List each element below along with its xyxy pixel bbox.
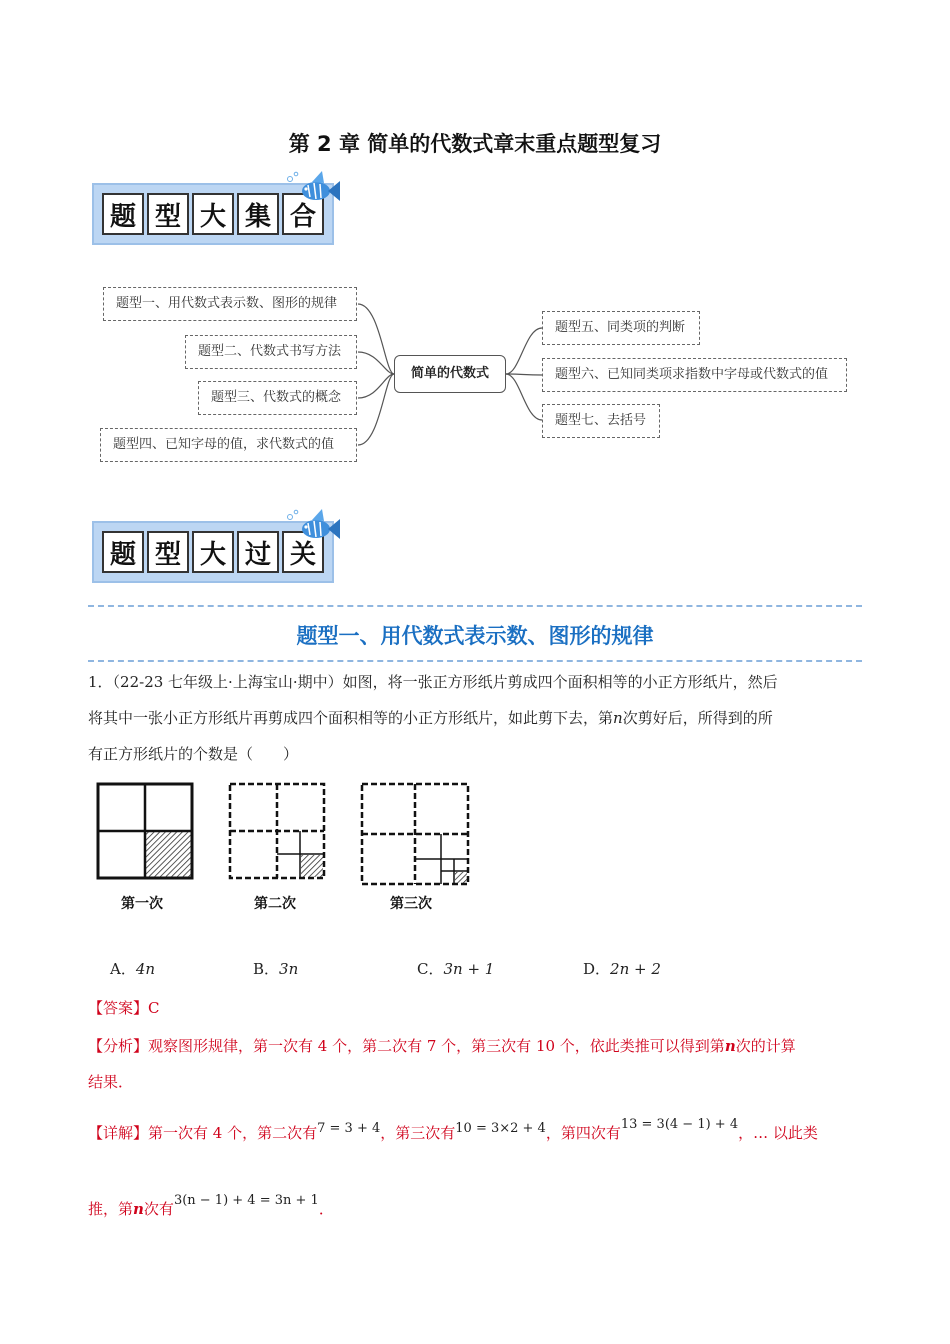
option-label: A． <box>110 960 136 978</box>
answer-value: C <box>148 999 160 1017</box>
detail-line-2 <box>88 1186 864 1224</box>
detail-text: 次有 <box>143 1200 174 1218</box>
question-text: 将其中一张小正方形纸片再剪成四个面积相等的小正方形纸片，如此剪下去，第 <box>88 709 614 727</box>
mind-map-node: 题型四、已知字母的值，求代数式的值 <box>100 428 357 462</box>
math-expression: 10 = 3×2 + 4 <box>455 1121 546 1136</box>
answer-line <box>88 996 864 1020</box>
analysis-text: 观察图形规律，第一次有 4 个，第二次有 7 个，第三次有 10 个，依此类推可以得到第 <box>148 1037 725 1055</box>
mind-map-node: 题型一、用代数式表示数、图形的规律 <box>103 287 357 321</box>
question-text: 如图，将一张正方形纸片剪成四个面积相等的小正方形纸片，然后 <box>342 673 778 691</box>
detail-text: ． <box>318 1200 334 1218</box>
question-number: 1． <box>88 673 113 691</box>
mind-map-center: 简单的代数式 <box>394 355 506 393</box>
banner-char: 题 <box>102 193 144 235</box>
section-title: 题型一、用代数式表示数、图形的规律 <box>296 624 654 648</box>
analysis-text: 结果． <box>88 1073 134 1091</box>
fish-icon <box>282 169 342 209</box>
mind-map <box>0 270 950 480</box>
figure-second-cut <box>228 782 326 880</box>
mind-map-node: 题型五、同类项的判断 <box>542 311 700 345</box>
option-expr: 4n <box>135 960 156 978</box>
detail-text: ，… 以此类 <box>738 1124 818 1142</box>
detail-text: 第一次有 4 个，第二次有 <box>148 1124 318 1142</box>
option-c[interactable] <box>417 958 494 979</box>
figure-label: 第一次 <box>121 896 163 912</box>
mind-map-node: 题型二、代数式书写方法 <box>185 335 357 369</box>
question-line-3 <box>88 736 864 772</box>
math-variable: n <box>613 709 623 727</box>
banner-question-types <box>92 183 334 245</box>
option-expr: 3n <box>279 960 299 978</box>
banner-char: 过 <box>237 531 279 573</box>
option-d[interactable] <box>583 958 661 979</box>
analysis-tag: 【分析】 <box>88 1037 149 1055</box>
fish-icon <box>282 507 342 547</box>
banner-char: 型 <box>147 193 189 235</box>
banner-char: 合 <box>282 193 324 235</box>
banner-char: 大 <box>192 531 234 573</box>
math-variable: n <box>724 1037 736 1055</box>
detail-text: 推，第 <box>88 1200 134 1218</box>
question-text: 有正方形纸片的个数是（ ） <box>88 745 299 763</box>
section-divider <box>88 660 862 662</box>
figure-label: 第二次 <box>254 896 296 912</box>
figure-label: 第三次 <box>390 896 432 912</box>
banner-char: 大 <box>192 193 234 235</box>
math-expression: 7 = 3 + 4 <box>317 1121 381 1136</box>
figure-first-cut <box>96 782 194 880</box>
question-source: （22-23 七年级上·上海宝山·期中） <box>112 673 343 691</box>
analysis-text: 次的计算 <box>735 1037 796 1055</box>
banner-char: 型 <box>147 531 189 573</box>
option-expr: 3n + 1 <box>443 960 495 978</box>
question-line-2 <box>88 700 864 736</box>
banner-char: 题 <box>102 531 144 573</box>
option-label: C． <box>417 960 444 978</box>
option-expr: 2n + 2 <box>610 960 661 978</box>
section-divider <box>88 605 862 607</box>
math-variable: n <box>133 1200 144 1218</box>
option-label: B． <box>253 960 280 978</box>
banner-practice <box>92 521 334 583</box>
option-a[interactable] <box>110 958 155 979</box>
detail-text: ，第三次有 <box>380 1124 456 1142</box>
banner-char: 关 <box>282 531 324 573</box>
detail-text: ，第四次有 <box>545 1124 621 1142</box>
analysis-paragraph <box>88 1028 864 1100</box>
banner-char: 集 <box>237 193 279 235</box>
math-expression: 13 = 3(4 − 1) + 4 <box>620 1117 739 1132</box>
detail-line-1 <box>88 1110 864 1148</box>
question-line-1 <box>88 664 864 700</box>
mind-map-node: 题型六、已知同类项求指数中字母或代数式的值 <box>542 358 847 392</box>
question-text: 次剪好后，所得到的所 <box>622 709 773 727</box>
mind-map-node: 题型三、代数式的概念 <box>198 381 357 415</box>
math-expression: 3(n − 1) + 4 = 3n + 1 <box>173 1193 319 1208</box>
option-label: D． <box>583 960 611 978</box>
answer-options <box>110 958 870 982</box>
answer-tag: 【答案】 <box>88 999 149 1017</box>
figure-third-cut <box>360 782 472 888</box>
mind-map-node: 题型七、去括号 <box>542 404 660 438</box>
option-b[interactable] <box>253 958 298 979</box>
document-title: 第 2 章 简单的代数式章末重点题型复习 <box>288 132 662 156</box>
detail-tag: 【详解】 <box>88 1124 149 1142</box>
